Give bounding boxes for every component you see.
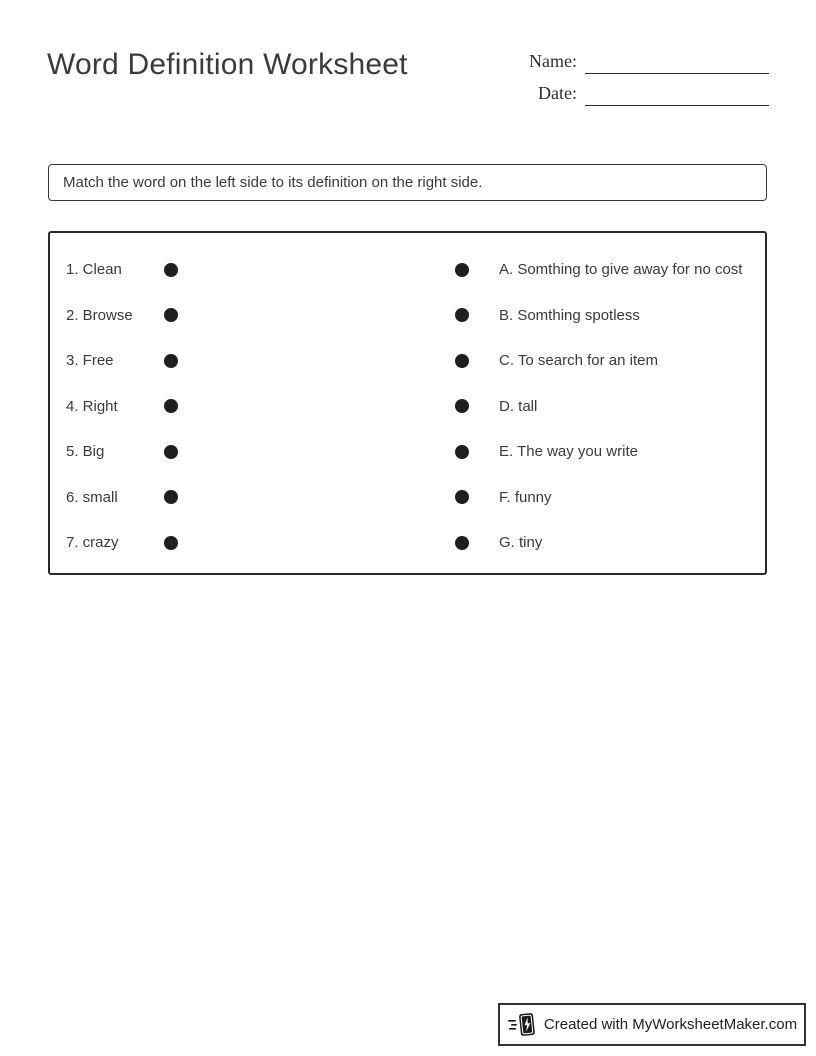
word-label: 5. Big xyxy=(66,443,105,461)
definition-row xyxy=(455,247,742,293)
match-dot[interactable] xyxy=(455,536,469,550)
words-column xyxy=(66,247,178,566)
word-row xyxy=(66,293,178,339)
word-row xyxy=(66,338,178,384)
definition-row xyxy=(455,520,742,566)
definition-row xyxy=(455,293,742,339)
definition-row xyxy=(455,475,742,521)
definition-label: G. tiny xyxy=(499,534,543,552)
match-dot[interactable] xyxy=(164,536,178,550)
worksheet-maker-logo-icon xyxy=(507,1011,537,1039)
match-dot[interactable] xyxy=(455,445,469,459)
word-row xyxy=(66,384,178,430)
definition-row xyxy=(455,429,742,475)
definition-label: D. tall xyxy=(499,397,538,415)
definitions-column xyxy=(455,247,742,566)
word-label: 4. Right xyxy=(66,397,118,415)
word-row xyxy=(66,247,178,293)
match-dot[interactable] xyxy=(164,263,178,277)
definition-label: F. funny xyxy=(499,488,552,506)
word-label: 1. Clean xyxy=(66,261,122,279)
definition-label: C. To search for an item xyxy=(499,352,658,370)
match-dot[interactable] xyxy=(455,399,469,413)
name-row xyxy=(519,52,769,72)
match-dot[interactable] xyxy=(455,308,469,322)
word-row xyxy=(66,520,178,566)
word-row xyxy=(66,475,178,521)
instructions-box xyxy=(48,164,767,201)
date-row xyxy=(519,84,769,104)
page-header xyxy=(47,48,769,104)
footer-credit-link[interactable] xyxy=(498,1003,806,1046)
instructions-text: Match the word on the left side to its definition on the right side. xyxy=(63,174,483,191)
definition-row xyxy=(455,384,742,430)
name-label: Name: xyxy=(529,51,577,71)
word-label: 3. Free xyxy=(66,352,114,370)
match-dot[interactable] xyxy=(164,308,178,322)
definition-label: B. Somthing spotless xyxy=(499,306,640,324)
definition-label: A. Somthing to give away for no cost xyxy=(499,261,743,279)
date-label: Date: xyxy=(538,82,577,103)
match-dot[interactable] xyxy=(455,354,469,368)
word-label: 7. crazy xyxy=(66,534,119,552)
date-blank-line[interactable] xyxy=(585,105,769,106)
word-label: 2. Browse xyxy=(66,306,133,324)
match-dot[interactable] xyxy=(164,399,178,413)
match-dot[interactable] xyxy=(164,490,178,504)
matching-exercise-box xyxy=(48,231,767,575)
match-dot[interactable] xyxy=(164,445,178,459)
definition-label: E. The way you write xyxy=(499,443,638,461)
word-label: 6. small xyxy=(66,488,118,506)
word-row xyxy=(66,429,178,475)
match-dot[interactable] xyxy=(164,354,178,368)
match-dot[interactable] xyxy=(455,490,469,504)
name-date-block xyxy=(519,52,769,104)
match-dot[interactable] xyxy=(455,263,469,277)
name-blank-line[interactable] xyxy=(585,73,769,74)
page-title: Word Definition Worksheet xyxy=(47,48,408,81)
definition-row xyxy=(455,338,742,384)
footer-credit-text: Created with MyWorksheetMaker.com xyxy=(543,1016,798,1033)
